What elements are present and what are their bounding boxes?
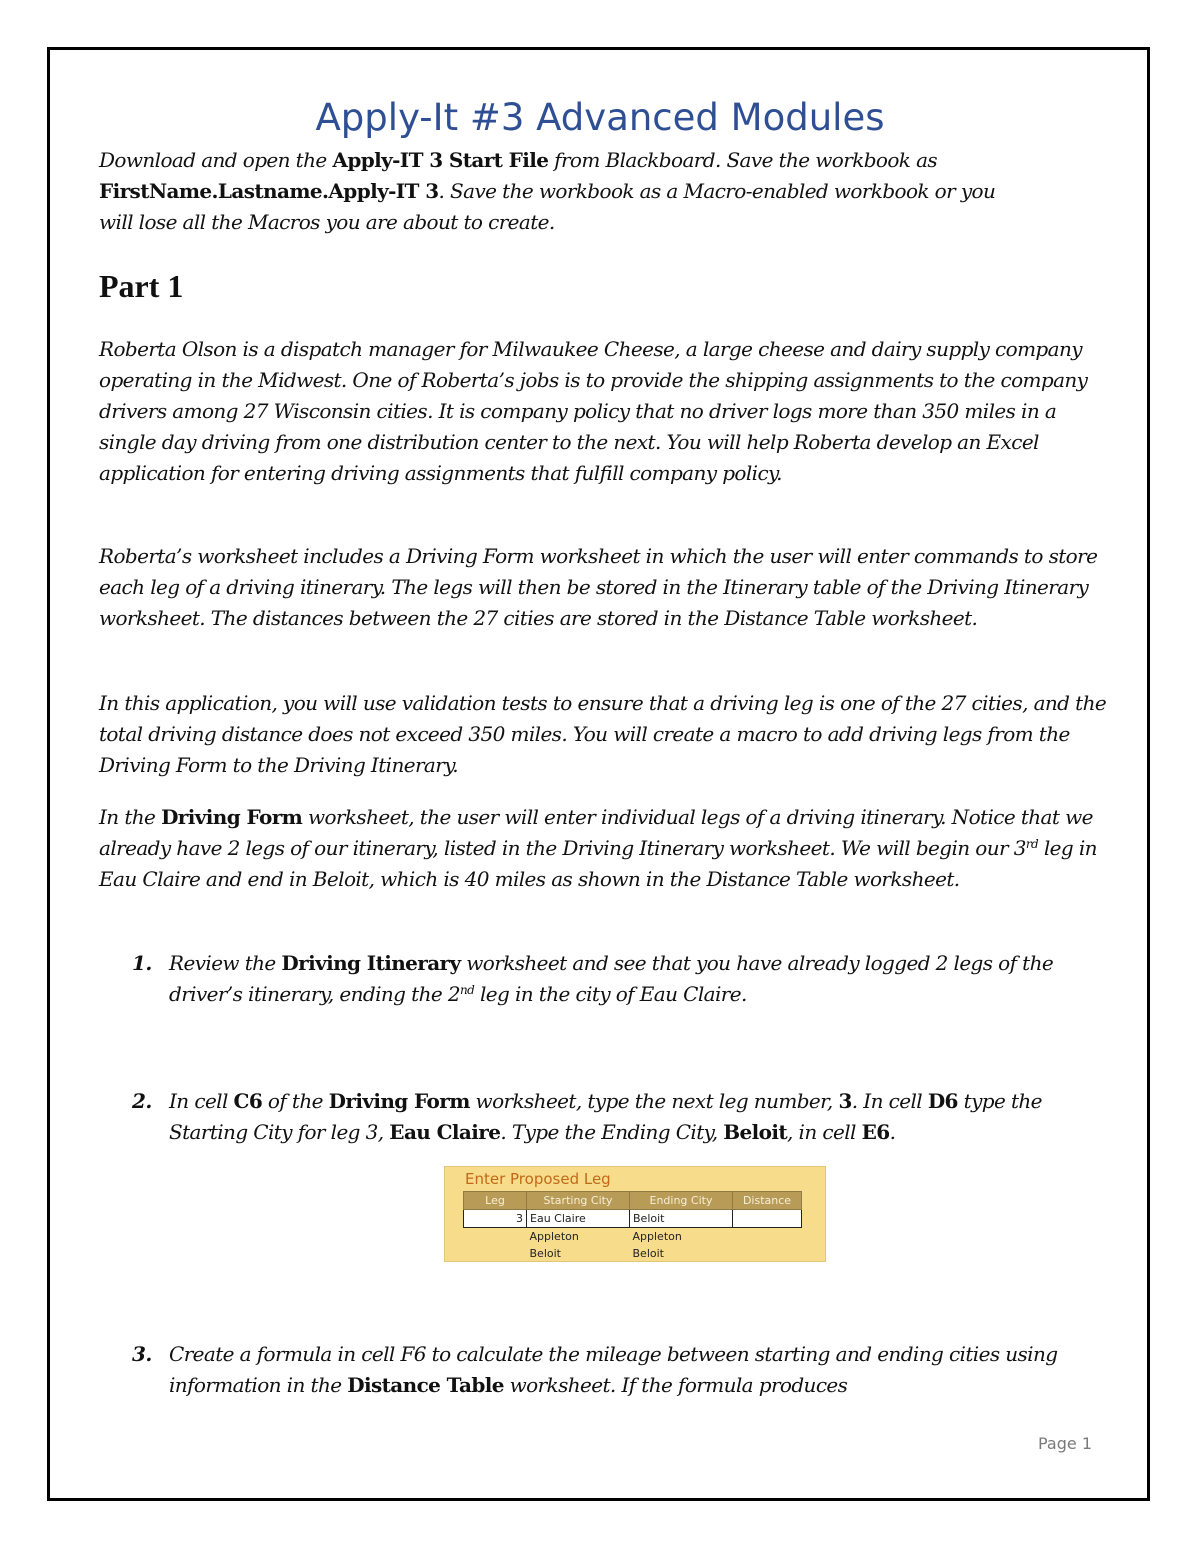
table-row xyxy=(464,1210,802,1228)
table-cell xyxy=(733,1210,802,1228)
step-number: 1. xyxy=(132,951,152,975)
step-number: 2. xyxy=(132,1089,152,1113)
table-cell xyxy=(733,1245,802,1262)
table-cell: Eau Claire xyxy=(527,1210,630,1228)
list-row xyxy=(464,1245,802,1262)
list-row xyxy=(464,1228,802,1246)
table-cell: 3 xyxy=(464,1210,527,1228)
column-header: Distance xyxy=(733,1192,802,1210)
table-cell: Beloit xyxy=(632,1247,664,1260)
table-cell: Appleton xyxy=(632,1230,682,1243)
step-text: Create a formula in cell F6 to calculate the mileage between starting and ending cities using information in the Distance Table worksheet. If the formula produces xyxy=(169,1342,1058,1397)
proposed-leg-table xyxy=(463,1191,802,1262)
table-cell: Beloit xyxy=(529,1247,561,1260)
intro-paragraph: Download and open the Apply-IT 3 Start File from Blackboard. Save the workbook as FirstName.Lastname.Apply-IT 3. Save the workbook as a Macro-enabled workbook or you will lose all the Macros you are about to create. xyxy=(99,148,996,234)
paragraph-driving-form: In the Driving Form worksheet, the user will enter individual legs of a driving itinerary. Notice that we already have 2 legs of our itinerary, listed in the Driving Itinerary worksheet. We will begin our 3rd leg in Eau Claire and end in Beloit, which is 40 miles as shown in the Distance Table worksheet. xyxy=(99,805,1097,891)
page-number: Page 1 xyxy=(1038,1434,1092,1453)
step-text: In cell C6 of the Driving Form worksheet, type the next leg number, 3. In cell D6 type the Starting City for leg 3, Eau Claire. Type the Ending City, Beloit, in cell E6. xyxy=(169,1089,1042,1144)
table-cell: Appleton xyxy=(529,1230,579,1243)
column-header: Starting City xyxy=(527,1192,630,1210)
driving-form-screenshot xyxy=(444,1166,826,1262)
table-cell xyxy=(733,1228,802,1246)
step-number: 3. xyxy=(132,1342,152,1366)
column-header: Leg xyxy=(464,1192,527,1210)
table-cell xyxy=(464,1228,527,1246)
form-title: Enter Proposed Leg xyxy=(465,1170,611,1188)
table-cell: Beloit xyxy=(630,1210,733,1228)
step-text: Review the Driving Itinerary worksheet and see that you have already logged 2 legs of the driver’s itinerary, ending the 2nd leg in the city of Eau Claire. xyxy=(169,951,1054,1006)
part-heading: Part 1 xyxy=(99,268,184,304)
paragraph-worksheets: Roberta’s worksheet includes a Driving Form worksheet in which the user will enter commands to store each leg of a driving itinerary. The legs will then be stored in the Itinerary table of the Driving Itinerary worksheet. The distances between the 27 cities are stored in the Distance Table worksheet. xyxy=(99,544,1098,630)
paragraph-validation: In this application, you will use validation tests to ensure that a driving leg is one of the 27 cities, and the total driving distance does not exceed 350 miles. You will create a macro to add driving legs from the Driving Form to the Driving Itinerary. xyxy=(99,691,1107,777)
table-header-row xyxy=(464,1192,802,1210)
paragraph-background: Roberta Olson is a dispatch manager for Milwaukee Cheese, a large cheese and dairy supply company operating in the Midwest. One of Roberta’s jobs is to provide the shipping assignments to the company drivers among 27 Wisconsin cities. It is company policy that no driver logs more than 350 miles in a single day driving from one distribution center to the next. You will help Roberta develop an Excel application for entering driving assignments that fulfill company policy. xyxy=(99,337,1088,485)
document-title: Apply-It #3 Advanced Modules xyxy=(315,96,885,139)
table-cell xyxy=(464,1245,527,1262)
column-header: Ending City xyxy=(630,1192,733,1210)
